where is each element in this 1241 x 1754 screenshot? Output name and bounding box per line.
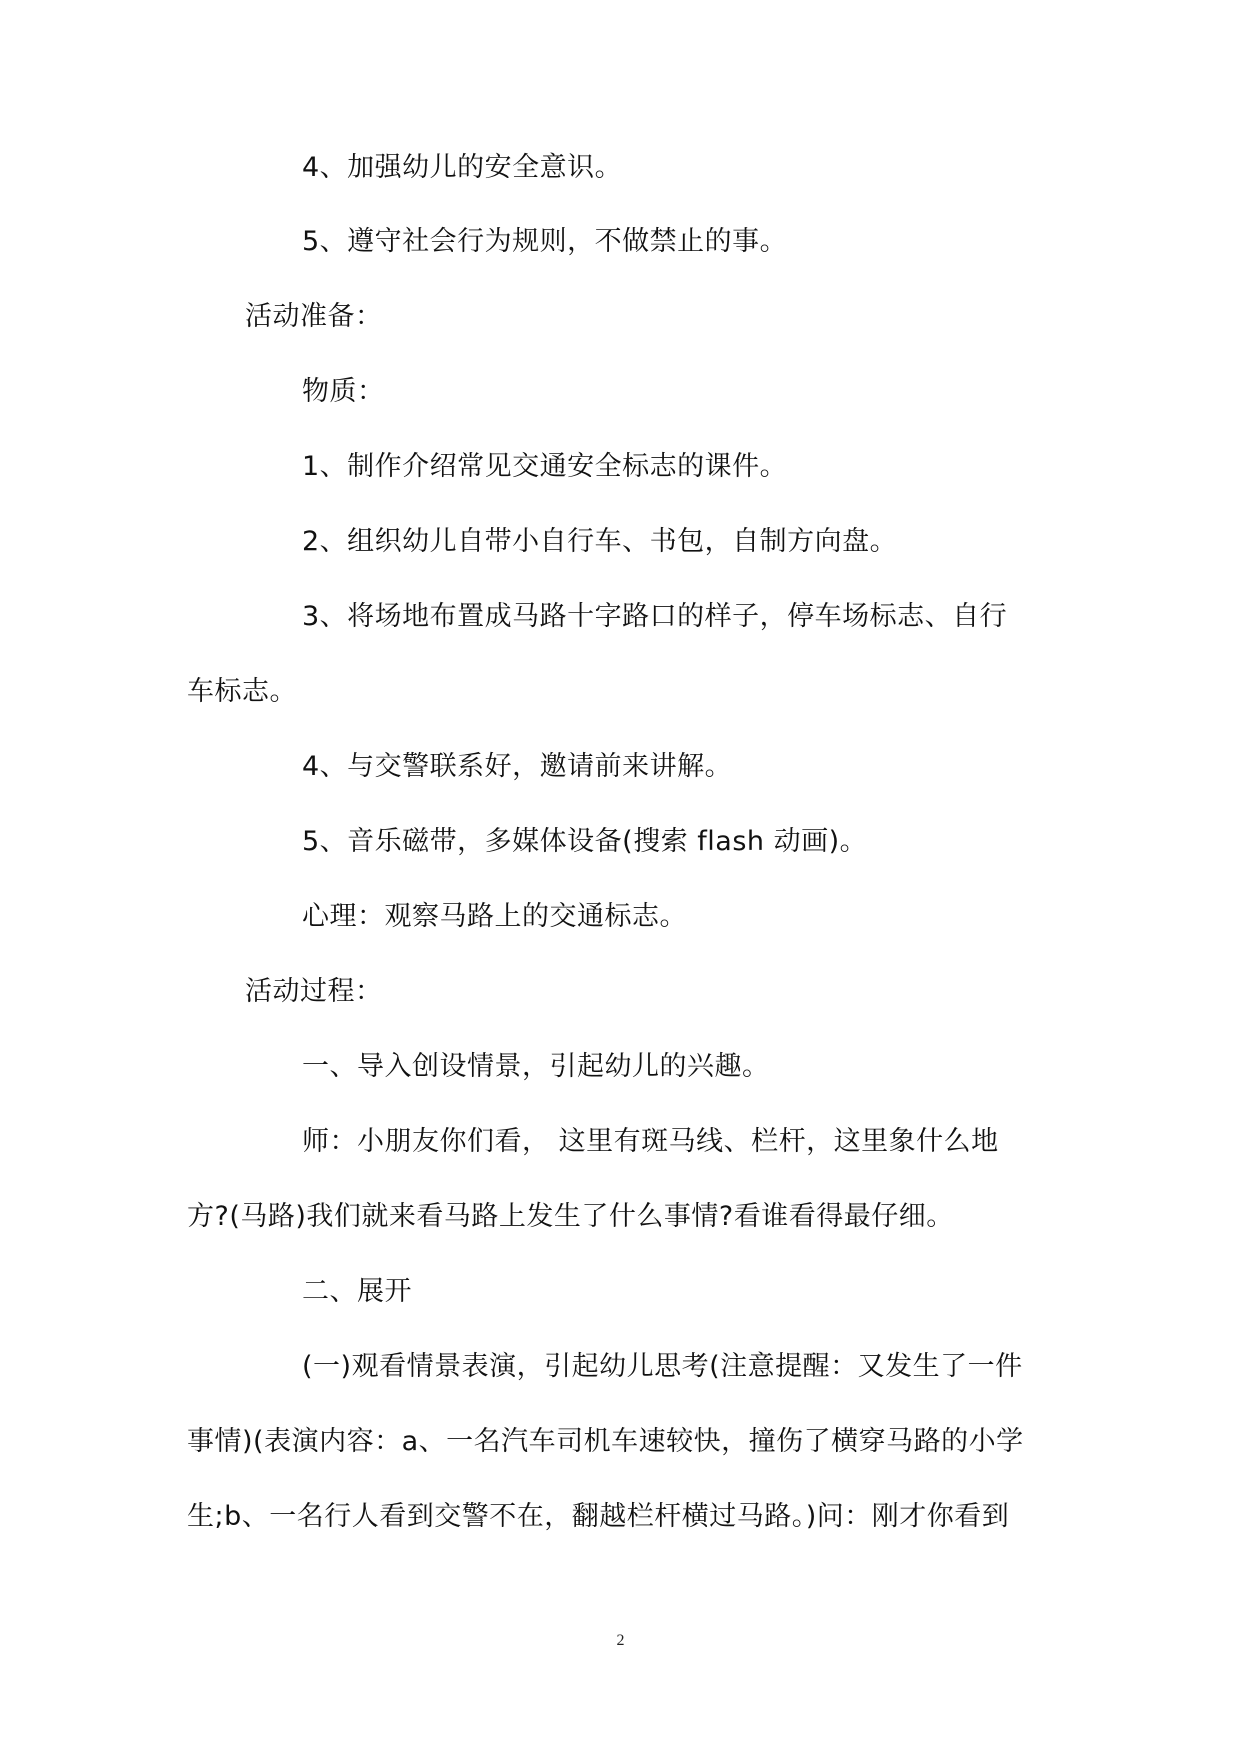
text-line: 师：小朋友你们看， 这里有斑马线、栏杆，这里象什么地 <box>302 1126 999 1157</box>
text-line: 5、音乐磁带，多媒体设备(搜索 flash 动画)。 <box>302 826 868 857</box>
text-line: 一、导入创设情景，引起幼儿的兴趣。 <box>302 1051 770 1082</box>
text-line: 物质： <box>302 376 385 407</box>
text-line: 事情)(表演内容：a、一名汽车司机车速较快，撞伤了横穿马路的小学 <box>187 1426 1024 1457</box>
page-number: 2 <box>616 1632 625 1649</box>
text-line: 生;b、一名行人看到交警不在，翻越栏杆横过马路。)问：刚才你看到 <box>187 1501 1010 1532</box>
section-heading: 活动准备： <box>245 301 383 332</box>
text-line: 1、制作介绍常见交通安全标志的课件。 <box>302 451 788 482</box>
text-line: 4、与交警联系好，邀请前来讲解。 <box>302 751 733 782</box>
text-line: 5、遵守社会行为规则，不做禁止的事。 <box>302 226 788 257</box>
section-heading: 活动过程： <box>245 976 383 1007</box>
text-line: (一)观看情景表演，引起幼儿思考(注意提醒：又发生了一件 <box>302 1351 1023 1382</box>
text-line: 2、组织幼儿自带小自行车、书包，自制方向盘。 <box>302 526 898 557</box>
text-line: 方?(马路)我们就来看马路上发生了什么事情?看谁看得最仔细。 <box>187 1201 954 1232</box>
text-line: 车标志。 <box>187 676 297 707</box>
text-line: 心理：观察马路上的交通标志。 <box>302 901 687 932</box>
text-line: 4、加强幼儿的安全意识。 <box>302 152 623 183</box>
text-line: 3、将场地布置成马路十字路口的样子，停车场标志、自行 <box>302 601 1008 632</box>
text-line: 二、展开 <box>302 1276 412 1307</box>
